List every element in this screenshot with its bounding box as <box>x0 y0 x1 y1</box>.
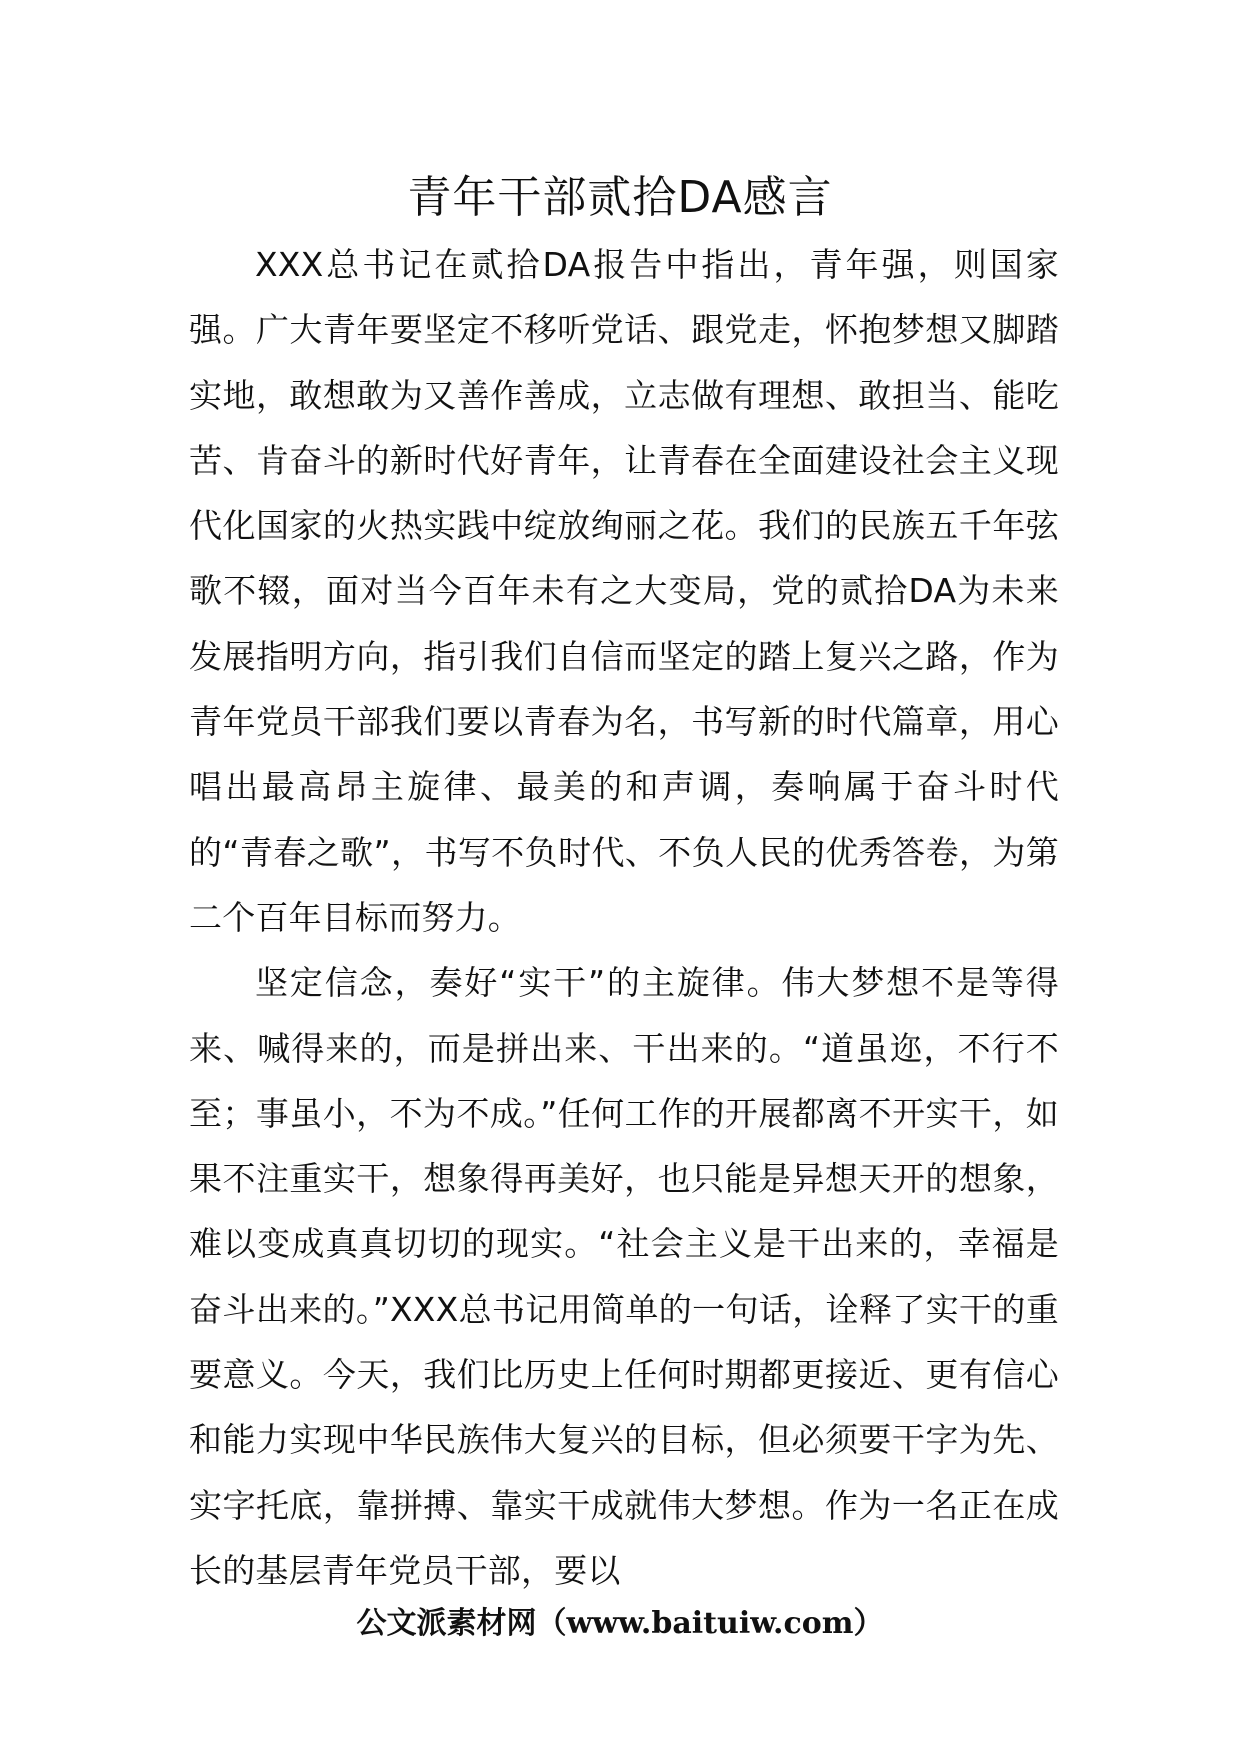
document-body <box>189 232 1059 1603</box>
footer-watermark: 公文派素材网（www.baituiw.com） <box>356 1606 884 1641</box>
paragraph-2: 坚定信念，奏好“实干”的主旋律。伟大梦想不是等得来、喊得来的，而是拼出来、干出来的。“道虽迩，不行不至；事虽小，不为不成。”任何工作的开展都离不开实干，如果不注重实干，想象得再美好，也只能是异想天开的想象，难以变成真真切切的现实。“社会主义是干出来的，幸福是奋斗出来的。”XXX总书记用简单的一句话，诠释了实干的重要意义。今天，我们比历史上任何时期都更接近、更有信心和能力实现中华民族伟大复兴的目标，但必须要干字为先、实字托底，靠拼搏、靠实干成就伟大梦想。作为一名正在成长的基层青年党员干部，要以 <box>189 963 1059 1590</box>
paragraph-1: XXX总书记在贰拾DA报告中指出，青年强，则国家强。广大青年要坚定不移听党话、跟党走，怀抱梦想又脚踏实地，敢想敢为又善作善成，立志做有理想、敢担当、能吃苦、肯奋斗的新时代好青年，让青春在全面建设社会主义现代化国家的火热实践中绽放绚丽之花。我们的民族五千年弦歌不辍，面对当今百年未有之大变局，党的贰拾DA为未来发展指明方向，指引我们自信而坚定的踏上复兴之路，作为青年党员干部我们要以青春为名，书写新的时代篇章，用心唱出最高昂主旋律、最美的和声调，奏响属于奋斗时代的“青春之歌”，书写不负时代、不负人民的优秀答卷，为第二个百年目标而努力。 <box>189 245 1059 937</box>
document-title: 青年干部贰拾DA感言 <box>407 172 833 223</box>
